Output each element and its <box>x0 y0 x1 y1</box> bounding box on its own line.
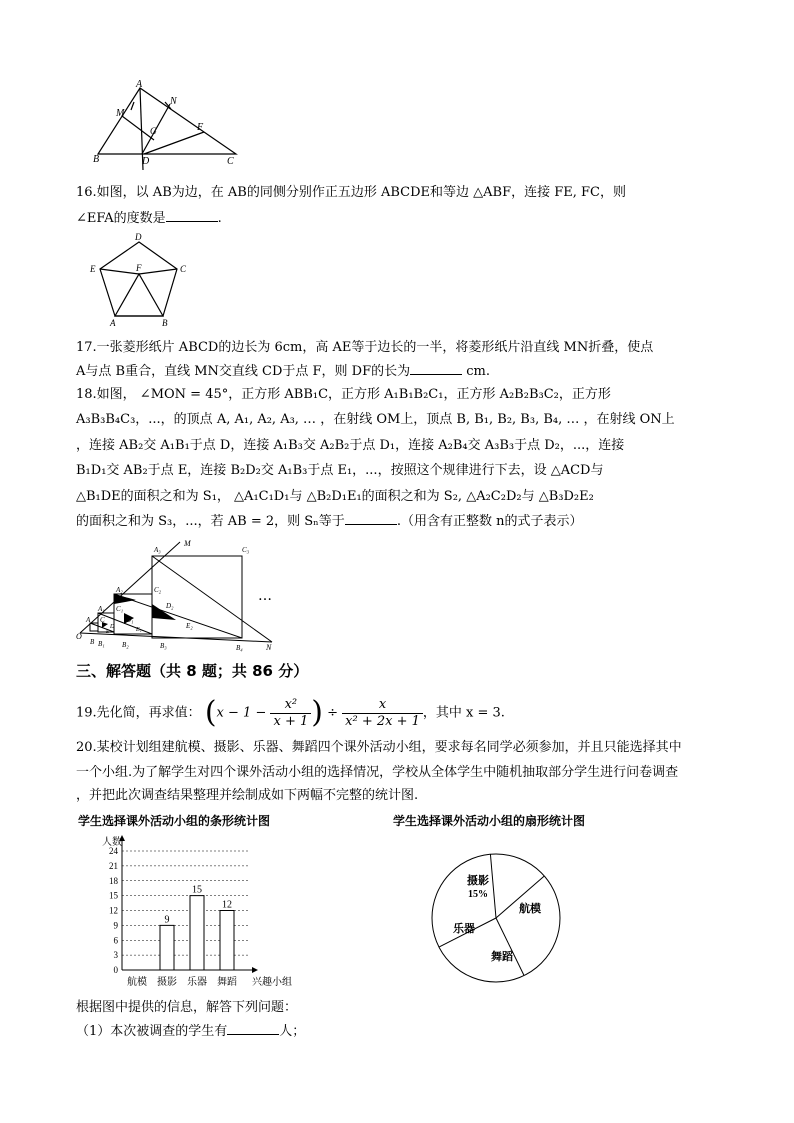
q16-tail: . <box>217 211 222 226</box>
bar-chart-title: 学生选择课外活动小组的条形统计图 <box>78 814 271 828</box>
label-D2: D₂ <box>166 602 174 610</box>
label-A: A <box>136 80 143 90</box>
y-axis-label: 人数 <box>102 837 122 848</box>
label-B: B <box>93 154 100 165</box>
q18-line2: A₃B₃B₄C₃，...，的顶点 A, A₁, A₂, A₃, … ，在射线 OM上，顶点 B, B₁, B₂, B₃, B₄, … ，在射线 ON上 <box>76 412 675 427</box>
q19-frac2 <box>342 697 423 730</box>
y-tick-label: 21 <box>109 860 118 871</box>
q18-line5: △B₁DE的面积之和为 S₁， △A₁C₁D₁与 △B₂D₁E₁的面积之和为 S₂, △A₂C₂D₂与 △B₃D₂E₂ <box>76 489 594 504</box>
q18-line6b: .（用含有正整数 n的式子表示） <box>396 514 583 529</box>
label-M: M <box>116 108 125 119</box>
label-N: N <box>266 643 272 652</box>
data-label: 9 <box>164 914 170 926</box>
q18-line6 <box>76 512 726 532</box>
label-C: C <box>100 616 105 624</box>
q18-line3: ，连接 AB₂交 A₁B₁于点 D，连接 A₁B₃交 A₂B₂于点 D₁，连接 A₂B₄交 A₃B₃于点 D₂，...，连接 <box>76 438 625 453</box>
bar <box>190 896 204 970</box>
label-B3: B₃ <box>160 642 167 650</box>
x-tick-label: 航模 <box>127 977 147 988</box>
q19-frac1-num: x² <box>270 697 311 714</box>
pie-value-label: 15% <box>468 889 488 900</box>
x-tick-label: 舞蹈 <box>217 977 237 988</box>
pie-label: 舞蹈 <box>491 951 513 963</box>
q16-answer-blank[interactable] <box>166 209 218 222</box>
q17-line1: 17.一张菱形纸片 ABCD的边长为 6cm，高 AE等于边长的一半，将菱形纸片沿直线 MN折叠，使点 <box>76 340 654 355</box>
y-tick-label: 3 <box>113 950 118 961</box>
label-C2: C₂ <box>154 586 162 594</box>
y-tick-label: 24 <box>109 846 118 856</box>
q17-answer-blank[interactable] <box>410 362 462 375</box>
pie-chart-title: 学生选择课外活动小组的扇形统计图 <box>393 814 586 828</box>
y-tick-label: 0 <box>113 965 118 975</box>
label-D: D <box>135 232 142 242</box>
label-M: M <box>184 539 191 548</box>
label-F: F <box>136 263 142 273</box>
pie-chart <box>420 840 580 990</box>
q19-expr-a: x − 1 − <box>216 705 267 721</box>
label-D1: D₁ <box>126 616 134 624</box>
label-A2: A₂ <box>116 586 123 594</box>
label-B4: B₄ <box>236 644 243 652</box>
pie-label: 乐器 <box>453 923 475 935</box>
label-E1: E₁ <box>136 627 142 633</box>
q18-line6a: 的面积之和为 S₃，...，若 AB = 2，则 Sₙ等于 <box>76 514 345 529</box>
y-tick-label: 18 <box>109 875 118 886</box>
label-G: G <box>150 126 157 136</box>
label-F: F <box>197 122 204 133</box>
label-B1: B₁ <box>98 640 105 648</box>
bar-chart <box>90 833 330 993</box>
q19-frac1-den: x + 1 <box>273 713 309 729</box>
q16-line2 <box>76 209 726 229</box>
triangle-figure-q15 <box>86 80 246 172</box>
q18-line1: 18.如图， ∠MON = 45°，正方形 ABB₁C，正方形 A₁B₁B₂C₁，正方形 A₂B₂B₃C₂，正方形 <box>76 387 611 402</box>
continuation-dots: … <box>258 588 272 604</box>
q19-div: ÷ <box>327 705 339 721</box>
q19-frac2-den: x² + 2x + 1 <box>345 713 420 729</box>
q17-unit: cm. <box>466 364 491 379</box>
y-tick-label: 12 <box>109 905 118 916</box>
q20-sub1a: （1）本次被调查的学生有 <box>76 1024 228 1039</box>
label-C1: C₁ <box>116 605 124 613</box>
q19-suffix: ，其中 x = 3. <box>422 705 505 721</box>
y-tick-label: 6 <box>113 935 118 946</box>
x-tick-label: 摄影 <box>157 977 177 988</box>
label-C: C <box>180 264 187 274</box>
label-E: E <box>106 630 110 635</box>
x-tick-label: 乐器 <box>187 977 207 988</box>
section-title: 三、解答题（共 8 题；共 86 分） <box>76 662 309 680</box>
q20-line1: 20.某校计划组建航模、摄影、乐器、舞蹈四个课外活动小组，要求每名同学必须参加，并且只能选择其中 <box>76 740 682 755</box>
label-A: A <box>110 318 116 328</box>
label-O: O <box>76 632 82 641</box>
label-D: D <box>142 156 150 167</box>
pentagon-figure-q16 <box>88 232 198 328</box>
label-N: N <box>170 96 177 107</box>
q20-line2: 一个小组.为了解学生对四个课外活动小组的选择情况，学校从全体学生中随机抽取部分学生进行问卷调查 <box>76 765 679 780</box>
pie-label: 航模 <box>519 903 541 915</box>
q20-line3: ，并把此次调查结果整理并绘制成如下两幅不完整的统计图. <box>76 788 419 803</box>
label-A3: A₃ <box>154 546 161 554</box>
q20-after: 根据图中提供的信息，解答下列问题： <box>76 1000 298 1015</box>
x-axis-arrow <box>252 967 258 973</box>
label-A: A <box>86 616 91 624</box>
q19-prefix: 19.先化简，再求值： <box>76 705 201 721</box>
x-axis-label: 兴趣小组 <box>252 977 292 988</box>
pie-label: 摄影 <box>467 875 489 887</box>
data-label: 12 <box>222 899 232 911</box>
label-B2: B₂ <box>122 641 129 649</box>
q18-answer-blank[interactable] <box>345 512 397 525</box>
label-E2: E₂ <box>186 622 193 630</box>
q17-line2-text: A与点 B重合，直线 MN交直线 CD于点 F，则 DF的长为 <box>76 364 411 379</box>
q20-answer-blank[interactable] <box>227 1022 279 1035</box>
label-D: D <box>110 624 115 630</box>
q20-sub1b: 人； <box>279 1024 306 1039</box>
label-B: B <box>90 638 95 646</box>
label-A1: A₁ <box>98 605 105 613</box>
label-C3: C₃ <box>242 546 250 554</box>
q16-line1: 16.如图，以 AB为边，在 AB的同侧分别作正五边形 ABCDE和等边 △ABF，连接 FE, FC，则 <box>76 185 626 200</box>
data-label: 15 <box>192 884 202 896</box>
q16-line2-text: ∠EFA的度数是 <box>76 211 166 226</box>
bar <box>220 911 234 971</box>
label-E: E <box>90 264 96 274</box>
q19-frac2-num: x <box>342 697 423 714</box>
q19-line: 19.先化简，再求值： (x − 1 − $\frac{\text{x²}}{x + 1}$ ) ÷ $\frac{x}{\text{x² + 2x + 1}}$ ，其中 x = 3. <box>76 695 505 730</box>
y-tick-label: 15 <box>109 890 118 901</box>
label-B: B <box>162 318 168 328</box>
bar <box>160 925 174 970</box>
q20-sub1 <box>76 1022 726 1042</box>
q18-line4: B₁D₁交 AB₂于点 E，连接 B₂D₂交 A₁B₃于点 E₁，...，按照这个规律进行下去，设 △ACD与 <box>76 463 604 478</box>
label-C: C <box>227 156 234 167</box>
y-tick-label: 9 <box>113 920 118 931</box>
q19-frac1 <box>270 697 311 730</box>
q17-line2 <box>76 362 726 382</box>
